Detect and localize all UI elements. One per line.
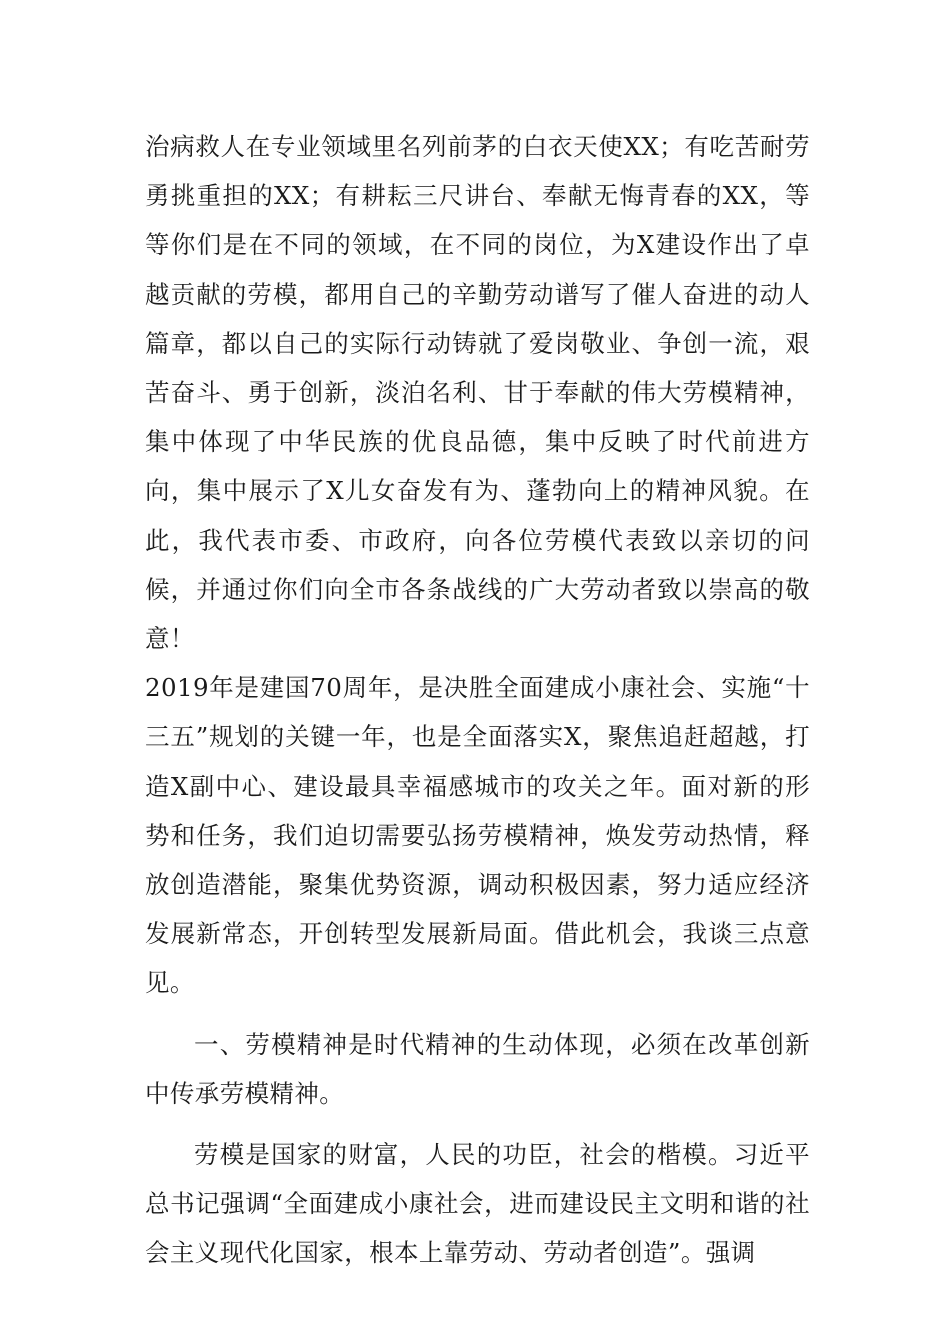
section-heading-1: 一、劳模精神是时代精神的生动体现，必须在改革创新中传承劳模精神。 [145, 1029, 810, 1108]
body-paragraph-1: 治病救人在专业领域里名列前茅的白衣天使XX；有吃苦耐劳勇挑重担的XX；有耕耘三尺讲台、奉献无悔青春的XX，等等你们是在不同的领域，在不同的岗位，为X建设作出了卓越贡献的劳模，都用自己的辛勤劳动谱写了催人奋进的动人篇章，都以自己的实际行动铸就了爱岗敬业、争创一流，艰苦奋斗、勇于创新，淡泊名利、甘于奉献的伟大劳模精神，集中体现了中华民族的优良品德，集中反映了时代前进方向，集中展示了X儿女奋发有为、蓬勃向上的精神风貌。在此，我代表市委、市政府，向各位劳模代表致以亲切的问候，并通过你们向全市各条战线的广大劳动者致以崇高的敬意！ [145, 132, 810, 654]
document-page [145, 122, 810, 1278]
body-paragraph-3: 劳模是国家的财富，人民的功臣，社会的楷模。习近平总书记强调“全面建成小康社会，进而建设民主文明和谐的社会主义现代化国家，根本上靠劳动、劳动者创造”。强调 [145, 1140, 810, 1268]
body-paragraph-2: 2019年是建国70周年，是决胜全面建成小康社会、实施“十三五”规划的关键一年，也是全面落实X，聚焦追赶超越，打造X副中心、建设最具幸福感城市的攻关之年。面对新的形势和任务，我们迫切需要弘扬劳模精神，焕发劳动热情，释放创造潜能，聚集优势资源，调动积极因素，努力适应经济发展新常态，开创转型发展新局面。借此机会，我谈三点意见。 [145, 673, 810, 998]
